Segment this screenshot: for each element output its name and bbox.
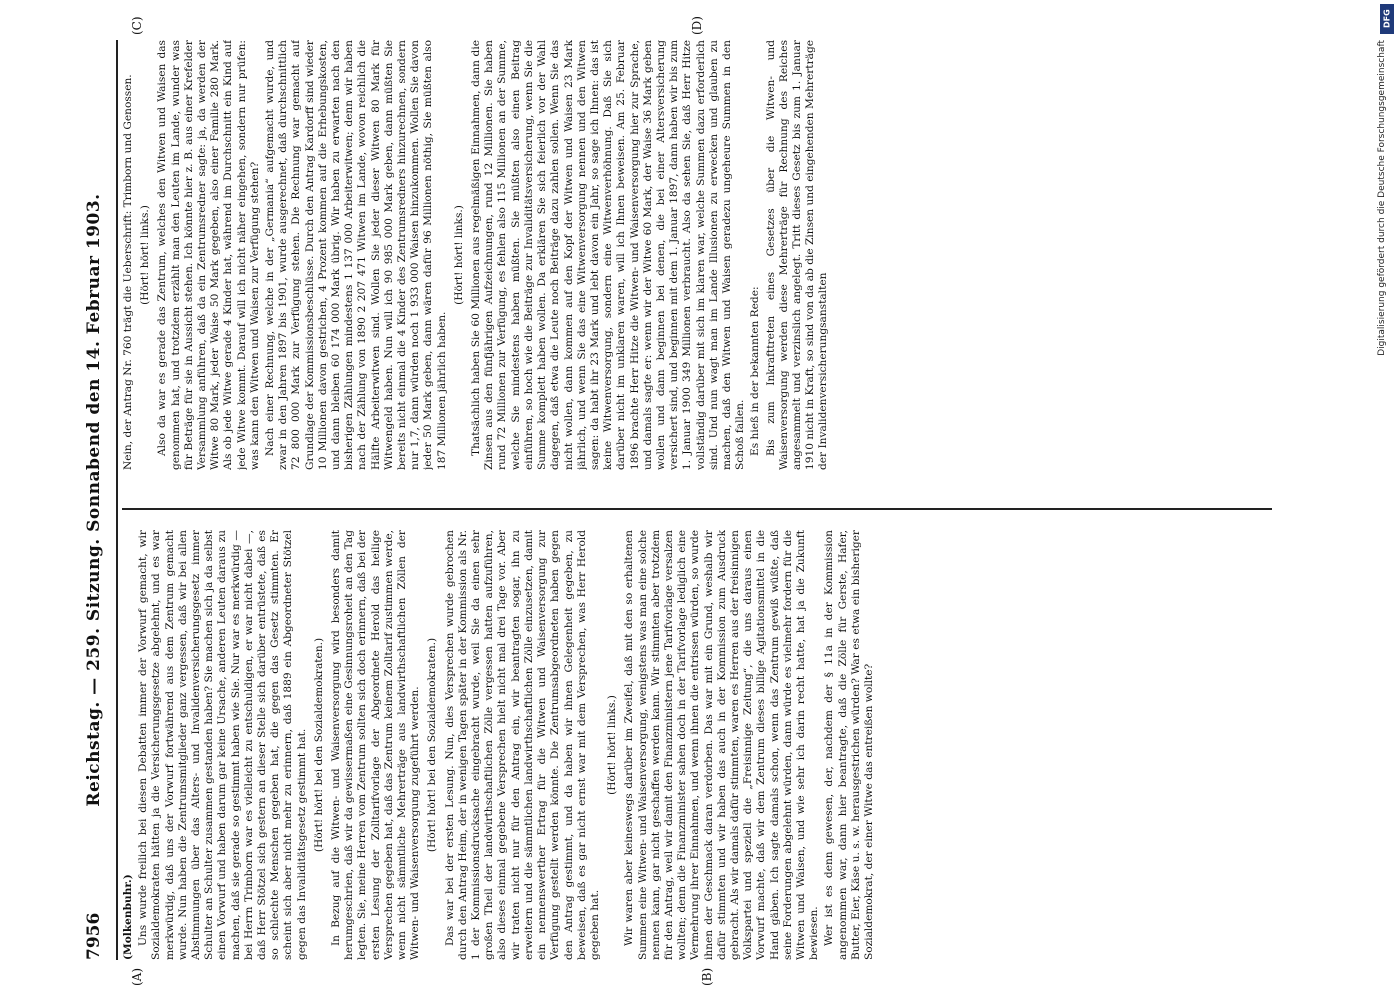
paragraph: Also da war es gerade das Zentrum, welches den Witwen und Waisen das genommen hat, und trotzdem erzählt man den Leuten im Lande, wunder was für Beträge für sie in Aussicht stehen. Ich könnte hier z. B. aus einer Krefelder Versammlung anführen, daß da ein Zentrumsredner sagte: ja, da werden der Witwe 80 Mark, jeder Waise 50 Mark gegeben, also einer Familie 280 Mark. Als ob jede Witwe gerade 4 Kinder hat, während im Durchschnitt ein Kind auf jede Witwe kommt. Darauf will ich nicht näher eingehen, sondern nur prüfen: was kann den Witwen und Waisen zur Verfügung stehen? [156,40,261,470]
column-divider [122,508,1272,510]
interjection: (Hört! hört! links.) [139,205,152,305]
paragraph: Nein, der Antrag Nr. 760 trägt die Ueberschrift: Trimborn und Genossen. [122,74,134,470]
page-number: 7956 [84,912,104,960]
right-column [122,40,1282,470]
margin-mark-c: (C) [130,16,144,35]
paragraph: Das war bei der ersten Lesung. Nun, dies Versprechen wurde gebrochen durch den Antrag Heim, der in wenigen Tagen später in der Kommission als Nr. 1 der Kommissionsdrucksache eingebracht wurde, weil Sie da einen sehr großen Theil der landwirthschaftlichen Zölle vergessen hatten aufzuführen, also dieses einmal gegebene Versprechen hielt nicht mal drei Tage vor. Aber wir traten nicht nur für den Antrag ein, wir beantragten sogar, ihn zu erweitern und die sämmtlichen landwirthschaftlichen Zölle einzusetzen, damit ein nennenswerther Ertrag für die Witwen und Waisenversorgung zur Verfügung gestellt werden könnte. Die Zentrumsabgeordneten haben gegen den Antrag gestimmt, und da haben wir ihnen Gelegenheit gegeben, zu beweisen, daß es gar nicht ernst war mit dem Versprechen, was Herr Herold gegeben hat. [443,530,601,960]
interjection: (Hört! hört! links.) [606,695,619,795]
page-header [80,40,118,960]
quoted-paragraph: Bis zum Inkrafttreten eines Gesetzes über die Witwen- und Waisenversorgung werden diese Mehrerträge für Rechnung des Reiches angesammelt und verzinslich angelegt. Tritt dieses Gesetz bis zum 1. Januar 1910 nicht in Kraft, so sind von da ab die Zinsen und eingehenden Mehrerträge der Invalidenversicherungsanstalten [764,40,830,470]
digitization-credit: Digitalisierung gefördert durch die Deutsche Forschungsgemeinschaft [1377,40,1387,356]
paragraph: In Bezug auf die Witwen- und Waisenversorgung wird besonders damit herumgeschrien, daß wir da gewissermaßen eine Gesinnungsroheit an den Tag legten. Sie, meine Herren vom Zentrum sollten sich doch erinnern, daß bei der ersten Lesung der Zolltarifvorlage der Abgeordnete Herold das heilige Versprechen gegeben hat, daß das Zentrum keinem Zolltarif zustimmen werde, wenn nicht sämmtliche Mehrerträge aus landwirthschaftlichen Zöllen der Witwen- und Waisenversorgung zugeführt werden. [330,530,422,960]
paragraph: Uns wurde freilich bei diesen Debatten immer der Vorwurf gemacht, wir Sozialdemokraten hätten ja die Versicherungsgesetze abgelehnt, und es war merkwürdig, daß uns der Vorwurf fortwährend aus dem Zentrum gemacht wurde. Nun haben die Zentrumsmitglieder ganz vergessen, daß wir bei allen Abstimmungen über das Alters- und Invalidenversicherungsgesetz immer Schulter an Schulter zusammen gestanden haben? Sie machen sich ja da selbst einen Vorwurf und haben darum gar keine Ursache, anderen Leuten daraus zu machen, daß sie gerade so gestimmt haben wie Sie. Nur war es merkwürdig — bei Herrn Trimborn war es vielleicht zu entschuldigen, er war nicht dabei —, daß Herr Stötzel sich gestern an dieser Stelle sich darüber entrüstete, daß es so schlechte Menschen gegeben hat, die gegen das Gesetz stimmten. Er scheint sich aber nicht mehr zu erinnern, daß 1889 ein Abgeordneter Stötzel gegen das Invaliditätsgesetz gestimmt hat. [137,530,308,960]
interjection: (Hört! hört! links.) [452,205,465,305]
dfg-logo: DFG [1380,4,1394,34]
margin-mark-d: (D) [690,16,704,35]
paragraph: Nach einer Rechnung, welche in der „Germania“ aufgemacht wurde, und zwar in den Jahren 1897 bis 1901, wurde ausgerechnet, daß durchschnittlich 72 800 000 Mark zur Verfügung stehen. Die Rechnung war gemacht auf Grundlage der Kommissionsbeschlüsse. Durch den Antrag Kardorff sind wieder 10 Millionen davon gestrichen, 4 Prozent kommen auf die Erhebungskosten, und dann bleiben 60 174 000 Mark übrig. Wir haben zu erwarten nach den bisherigen Zählungen mindestens 1 137 000 Arbeiterwitwen; denn wir haben nach der Zählung von 1890 2 207 471 Witwen im Lande, wovon reichlich die Hälfte Arbeiterwitwen sind. Wollen Sie jeder dieser Witwen 80 Mark für Witwengeld haben. Nun will ich 90 985 000 Mark geben, dann müßten Sie bereits nicht einmal die 4 Kinder des Zentrumsredners hinzurechnen, sondern nur 1,7, dann würden noch 1 933 000 Waisen hinzukommen. Wollen Sie davon jeder 50 Mark geben, dann wären dafür 96 Millionen nöthig, Sie müßten also 187 Millionen jährlich haben. [264,40,448,470]
margin-mark-a: (A) [130,967,144,986]
interjection: (Hört! hört! bei den Sozialdemokraten.) [312,637,325,853]
left-column [122,530,1282,960]
margin-mark-b: (B) [700,967,714,986]
paragraph: Wer ist es denn gewesen, der, nachdem der § 11a in der Kommission angenommen war, dann hier beantragte, daß die Zölle für Gerste, Hafer, Butter, Eier, Käse u. s. w. herausgestrichen würden? War es etwa ein bisheriger Sozialdemokrat, der einer Witwe das entreißen wollte? [823,530,875,960]
paragraph: Es hieß in der bekannten Rede: [749,286,762,456]
page-title: Reichstag. — 259. Sitzung. Sonnabend den 14. Februar 1903. [84,193,104,807]
paragraph: Thatsächlich haben Sie 60 Millionen aus regelmäßigen Einnahmen, dann die Zinsen aus den fünfjährigen Aufzeichnungen, rund 12 Millionen. Sie haben rund 72 Millionen zur Verfügung, es fehlen also 115 Millionen an der Summe, welche Sie mindestens haben müßten. Sie müßten also einen Beitrag einführen, so hoch wie die Beiträge zur Invaliditätsversicherung, wenn Sie die Summe komplett haben wollen. Da erklären Sie sich feierlich vor der Wahl dagegen, daß etwa die Leute noch Beiträge dazu zahlen sollen. Wenn Sie das nicht wollen, dann kommen auf den Kopf der Witwen und Waisen 23 Mark jährlich, und wenn Sie das eine Witwenversorgung nennen und den Witwen sagen: da habt ihr 23 Mark und lebt davon ein Jahr, so sage ich Ihnen: das ist keine Witwenversorgung, sondern eine Witwenverhöhnung. Daß Sie sich darüber nicht im unklaren waren, will ich Ihnen beweisen. Am 25. Februar 1896 brachte Herr Hitze die Witwen- und Waisenversorgung hier zur Sprache, und damals sagte er: wenn wir der Witwe 60 Mark, der Waise 36 Mark geben wollen und dann beginnen bei denen, die bei einer Altersversicherung versichert sind, und beginnen mit dem 1. Januar 1897, dann haben wir bis zum 1. Januar 1900 349 Millionen verbraucht. Also da sehen Sie, daß Herr Hitze vollständig darüber mit sich im klaren war, welche Summen dazu erforderlich sind. Und nun wagt man im Lande Illusionen zu erwecken und glauben zu machen, daß den Witwen und Waisen geradezu ungeheure Summen in den Schoß fallen. [470,40,747,470]
paragraph: Wir waren aber keineswegs darüber im Zweifel, daß mit den so erhaltenen Summen eine Witwen- und Waisenversorgung, wenigstens was man eine solche nennen kann, gar nicht geschaffen werden kann. Wir stimmten aber trotzdem für den Antrag, weil wir damit den Finanzministern jene Tarifvorlage versalzen wollten; denn die Finanzminister sahen doch in der Tarifvorlage lediglich eine Vermehrung ihrer Einnahmen, und wenn ihnen die entrissen würden, so wurde ihnen der Geschmack daran verdorben. Das war mit ein Grund, weshalb wir dafür stimmten und wir haben das auch in der Kommission zum Ausdruck gebracht. Als wir damals dafür stimmten, waren es Herren aus der freisinnigen Volkspartei und speziell die „Freisinnige Zeitung“, die uns daraus einen Vorwurf machte, daß wir dem Zentrum dieses billige Agitationsmittel in die Hand gäben. Ich sagte damals schon, wenn das Zentrum gewiß wüßte, daß seine Forderungen abgelehnt würden, dann würde es vielmehr fordern für die Witwen und Waisen, und wie sehr ich darin recht hatte, hat ja die Zukunft bewiesen. [623,530,821,960]
interjection: (Hört! hört! bei den Sozialdemokraten.) [426,637,439,853]
speaker-name: (Molkenbuhr.) [122,874,134,960]
